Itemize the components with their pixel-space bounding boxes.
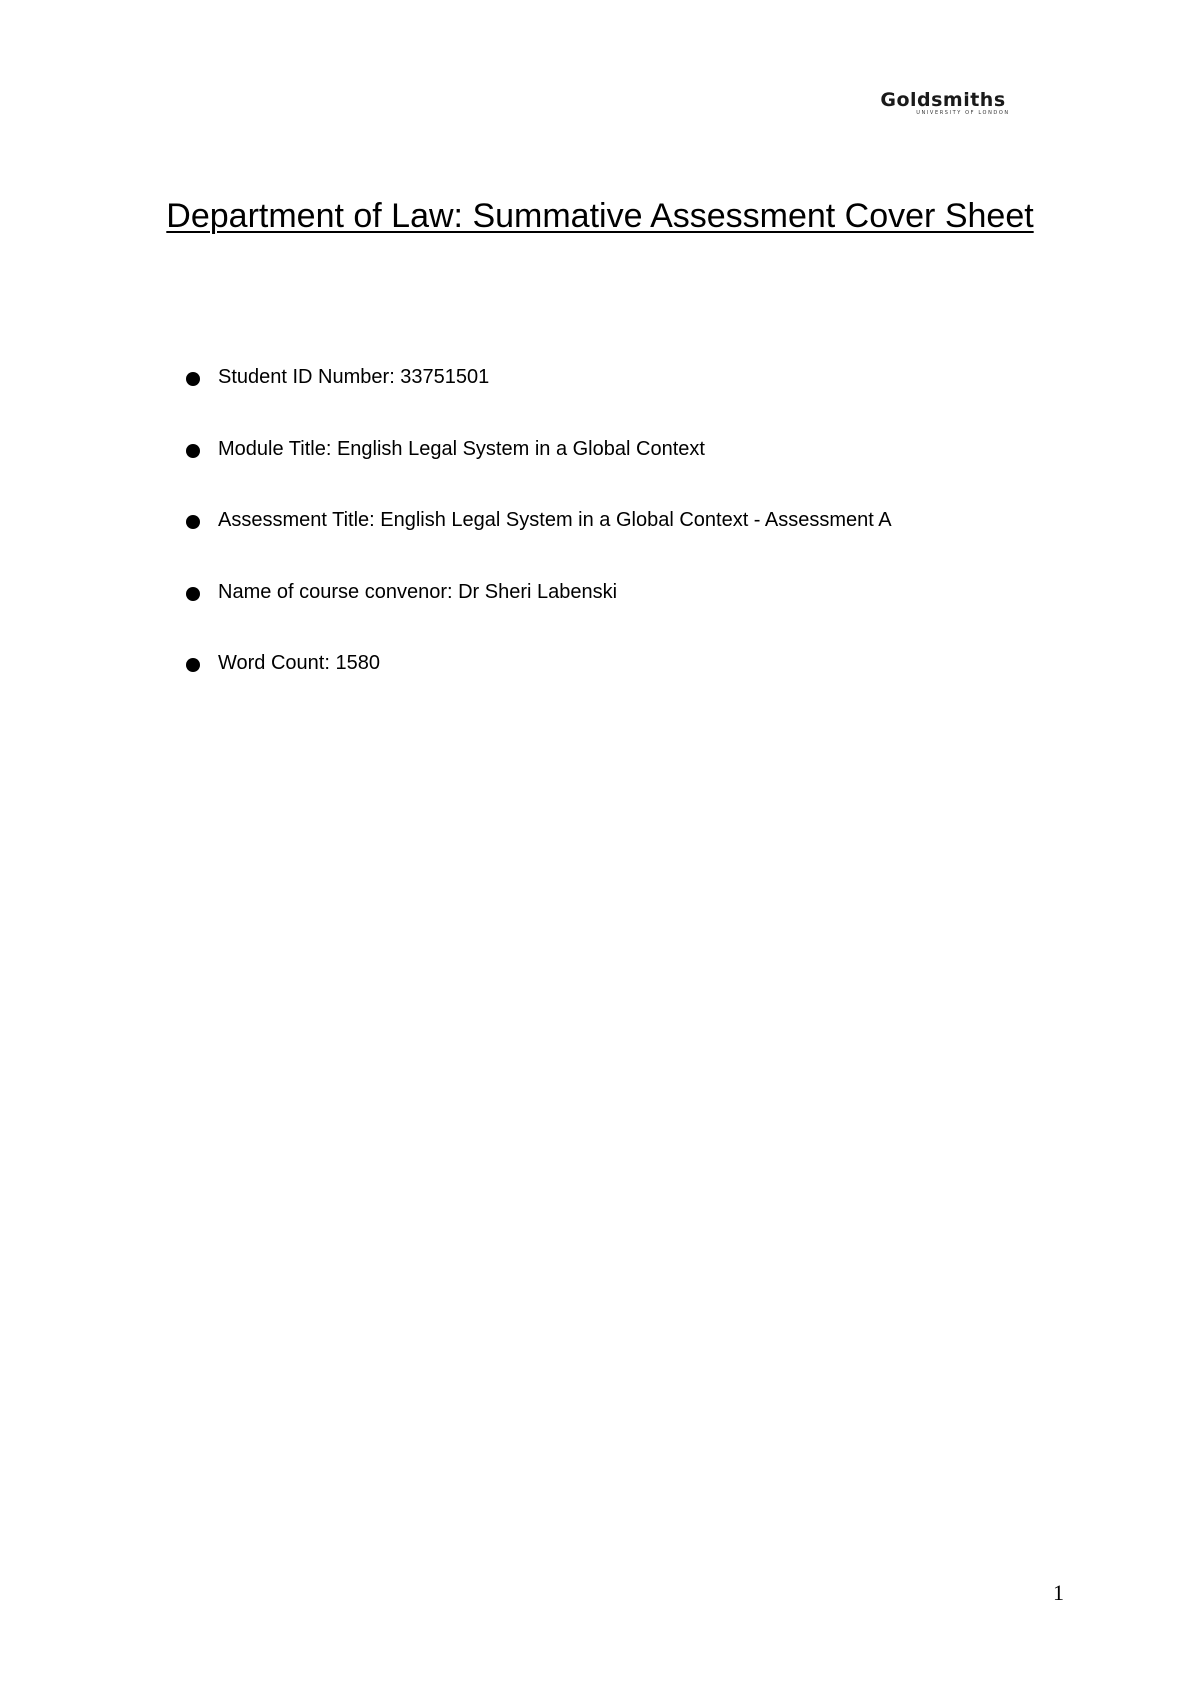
assessment-title-text: Assessment Title: English Legal System in a Global Context - Assessment A bbox=[218, 509, 892, 531]
bullet-icon bbox=[186, 658, 200, 672]
page-number: 1 bbox=[1053, 1580, 1064, 1605]
module-title-text: Module Title: English Legal System in a Global Context bbox=[218, 437, 705, 460]
list-item-assessment-title bbox=[186, 508, 892, 580]
document-title: Department of Law: Summative Assessment Cover Sheet bbox=[166, 197, 1034, 235]
bullet-icon bbox=[186, 515, 200, 529]
bullet-icon bbox=[186, 372, 200, 386]
bullet-icon bbox=[186, 444, 200, 458]
word-count-text: Word Count: 1580 bbox=[218, 652, 380, 674]
list-item-student-id bbox=[186, 365, 892, 437]
list-item-word-count bbox=[186, 651, 892, 723]
logo-wordmark: Goldsmiths bbox=[880, 89, 1006, 111]
list-item-module-title bbox=[186, 437, 892, 509]
bullet-icon bbox=[186, 587, 200, 601]
logo-subtitle: UNIVERSITY OF LONDON bbox=[916, 110, 1010, 116]
goldsmiths-logo bbox=[848, 90, 1038, 117]
student-id-text: Student ID Number: 33751501 bbox=[218, 366, 490, 388]
course-convenor-text: Name of course convenor: Dr Sheri Labenski bbox=[218, 580, 618, 603]
list-item-course-convenor bbox=[186, 580, 892, 652]
cover-details-list bbox=[186, 365, 892, 723]
